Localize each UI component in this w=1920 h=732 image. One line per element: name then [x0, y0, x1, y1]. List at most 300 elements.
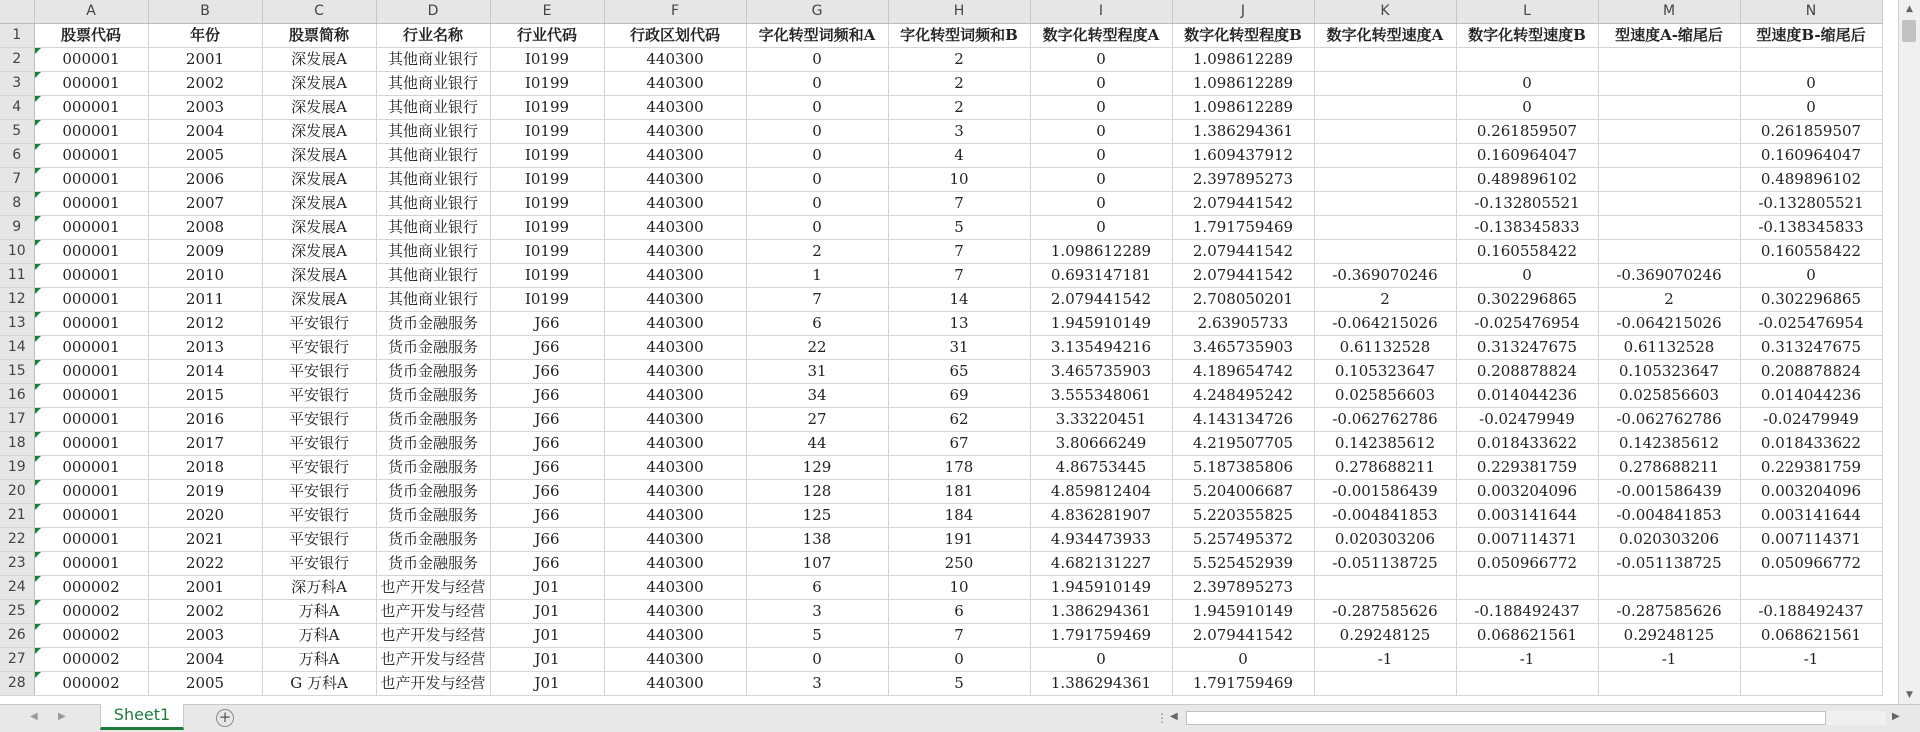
data-cell[interactable]: -1 — [1598, 648, 1740, 672]
data-cell[interactable] — [1314, 144, 1456, 168]
data-cell[interactable]: 深发展A — [262, 168, 376, 192]
row-number[interactable]: 20 — [0, 480, 34, 504]
data-cell[interactable]: 2.079441542 — [1172, 264, 1314, 288]
data-cell[interactable]: 平安银行 — [262, 456, 376, 480]
data-cell[interactable]: 0 — [1030, 72, 1172, 96]
data-cell[interactable]: 000001 — [34, 240, 148, 264]
data-cell[interactable]: 5.204006687 — [1172, 480, 1314, 504]
data-cell[interactable]: 000001 — [34, 456, 148, 480]
data-cell[interactable]: 1.386294361 — [1030, 672, 1172, 696]
data-cell[interactable]: 3.555348061 — [1030, 384, 1172, 408]
data-cell[interactable]: 0.025856603 — [1314, 384, 1456, 408]
column-title-cell[interactable]: 股票简称 — [262, 24, 376, 48]
column-header[interactable]: J — [1172, 0, 1314, 24]
row-number[interactable]: 25 — [0, 600, 34, 624]
scroll-down-arrow-icon[interactable]: ▼ — [1906, 690, 1913, 700]
tab-splitter-handle[interactable]: ⋮ — [1156, 711, 1168, 725]
data-cell[interactable]: 3.465735903 — [1030, 360, 1172, 384]
data-cell[interactable] — [1314, 240, 1456, 264]
row-number[interactable]: 3 — [0, 72, 34, 96]
data-cell[interactable]: 0.302296865 — [1740, 288, 1882, 312]
data-cell[interactable]: 67 — [888, 432, 1030, 456]
column-header[interactable]: D — [376, 0, 490, 24]
data-cell[interactable]: 2011 — [148, 288, 262, 312]
column-title-cell[interactable]: 数字化转型程度B — [1172, 24, 1314, 48]
data-cell[interactable]: 4.248495242 — [1172, 384, 1314, 408]
data-cell[interactable]: 也产开发与经营 — [376, 672, 490, 696]
column-header[interactable]: B — [148, 0, 262, 24]
data-cell[interactable]: 0 — [746, 72, 888, 96]
data-cell[interactable]: -0.025476954 — [1456, 312, 1598, 336]
data-cell[interactable]: I0199 — [490, 72, 604, 96]
data-cell[interactable]: 深发展A — [262, 216, 376, 240]
data-cell[interactable]: -0.001586439 — [1598, 480, 1740, 504]
data-cell[interactable]: 0.261859507 — [1740, 120, 1882, 144]
data-cell[interactable]: G 万科A — [262, 672, 376, 696]
data-cell[interactable]: 2019 — [148, 480, 262, 504]
data-cell[interactable]: 0.142385612 — [1598, 432, 1740, 456]
prev-sheet-arrow-icon[interactable]: ◀ — [30, 711, 38, 722]
data-cell[interactable]: 6 — [888, 600, 1030, 624]
data-cell[interactable] — [1314, 48, 1456, 72]
data-cell[interactable]: 0.007114371 — [1456, 528, 1598, 552]
data-cell[interactable]: 000001 — [34, 264, 148, 288]
data-cell[interactable]: 0.050966772 — [1456, 552, 1598, 576]
data-cell[interactable]: 也产开发与经营 — [376, 624, 490, 648]
data-cell[interactable]: 178 — [888, 456, 1030, 480]
data-cell[interactable]: 1.098612289 — [1172, 48, 1314, 72]
data-cell[interactable]: 440300 — [604, 240, 746, 264]
data-cell[interactable]: J01 — [490, 600, 604, 624]
data-cell[interactable]: J01 — [490, 672, 604, 696]
row-number[interactable]: 12 — [0, 288, 34, 312]
data-cell[interactable]: 其他商业银行 — [376, 120, 490, 144]
data-cell[interactable]: 0.160964047 — [1456, 144, 1598, 168]
data-cell[interactable]: J66 — [490, 408, 604, 432]
add-sheet-plus-icon[interactable]: + — [216, 709, 234, 727]
data-cell[interactable]: J66 — [490, 552, 604, 576]
data-cell[interactable]: 440300 — [604, 624, 746, 648]
data-cell[interactable]: 7 — [888, 192, 1030, 216]
data-cell[interactable]: 货币金融服务 — [376, 312, 490, 336]
column-title-cell[interactable]: 年份 — [148, 24, 262, 48]
data-cell[interactable]: 0.068621561 — [1740, 624, 1882, 648]
data-cell[interactable] — [1598, 48, 1740, 72]
data-cell[interactable]: 0.025856603 — [1598, 384, 1740, 408]
scroll-left-arrow-icon[interactable]: ◀ — [1170, 711, 1178, 722]
data-cell[interactable]: -1 — [1314, 648, 1456, 672]
data-cell[interactable]: 货币金融服务 — [376, 360, 490, 384]
data-cell[interactable]: 440300 — [604, 360, 746, 384]
data-cell[interactable]: 65 — [888, 360, 1030, 384]
data-cell[interactable]: 货币金融服务 — [376, 384, 490, 408]
data-cell[interactable]: 其他商业银行 — [376, 144, 490, 168]
data-cell[interactable]: 0 — [1456, 72, 1598, 96]
data-cell[interactable]: 平安银行 — [262, 480, 376, 504]
data-cell[interactable]: 000002 — [34, 576, 148, 600]
data-cell[interactable]: -0.188492437 — [1740, 600, 1882, 624]
data-cell[interactable]: 440300 — [604, 192, 746, 216]
data-cell[interactable]: 000001 — [34, 168, 148, 192]
data-cell[interactable]: 2021 — [148, 528, 262, 552]
data-cell[interactable]: 7 — [888, 264, 1030, 288]
data-cell[interactable]: I0199 — [490, 264, 604, 288]
data-cell[interactable] — [1314, 120, 1456, 144]
data-cell[interactable]: 深发展A — [262, 192, 376, 216]
data-cell[interactable] — [1598, 144, 1740, 168]
data-cell[interactable]: 1.098612289 — [1030, 240, 1172, 264]
data-cell[interactable] — [1598, 192, 1740, 216]
data-cell[interactable]: 440300 — [604, 72, 746, 96]
scroll-up-arrow-icon[interactable]: ▲ — [1906, 4, 1913, 14]
data-cell[interactable]: 0.302296865 — [1456, 288, 1598, 312]
row-number[interactable]: 1 — [0, 24, 34, 48]
data-cell[interactable]: 1.791759469 — [1030, 624, 1172, 648]
data-cell[interactable]: 0.160558422 — [1456, 240, 1598, 264]
data-cell[interactable]: 0 — [1172, 648, 1314, 672]
data-cell[interactable]: 440300 — [604, 264, 746, 288]
data-cell[interactable]: 000001 — [34, 72, 148, 96]
data-cell[interactable]: 34 — [746, 384, 888, 408]
data-cell[interactable]: 000001 — [34, 288, 148, 312]
data-cell[interactable]: J66 — [490, 336, 604, 360]
data-cell[interactable]: 4.934473933 — [1030, 528, 1172, 552]
data-cell[interactable]: 平安银行 — [262, 312, 376, 336]
data-cell[interactable]: 1 — [746, 264, 888, 288]
data-cell[interactable]: 7 — [746, 288, 888, 312]
data-cell[interactable]: 440300 — [604, 216, 746, 240]
data-cell[interactable]: 000001 — [34, 48, 148, 72]
data-cell[interactable]: 62 — [888, 408, 1030, 432]
data-cell[interactable]: 万科A — [262, 648, 376, 672]
data-cell[interactable]: 0.020303206 — [1598, 528, 1740, 552]
data-cell[interactable]: J01 — [490, 648, 604, 672]
data-cell[interactable]: 440300 — [604, 528, 746, 552]
data-cell[interactable]: 181 — [888, 480, 1030, 504]
data-cell[interactable]: 2.397895273 — [1172, 576, 1314, 600]
data-cell[interactable]: 2 — [888, 72, 1030, 96]
data-cell[interactable]: 货币金融服务 — [376, 336, 490, 360]
data-cell[interactable]: 22 — [746, 336, 888, 360]
data-cell[interactable]: 2009 — [148, 240, 262, 264]
data-cell[interactable]: 0.489896102 — [1456, 168, 1598, 192]
column-header[interactable]: K — [1314, 0, 1456, 24]
data-cell[interactable]: 10 — [888, 576, 1030, 600]
data-cell[interactable]: 货币金融服务 — [376, 528, 490, 552]
data-cell[interactable]: 深发展A — [262, 288, 376, 312]
data-cell[interactable]: 000001 — [34, 432, 148, 456]
data-cell[interactable]: J66 — [490, 312, 604, 336]
data-cell[interactable]: -1 — [1456, 648, 1598, 672]
data-cell[interactable]: 深发展A — [262, 96, 376, 120]
data-cell[interactable]: 深发展A — [262, 48, 376, 72]
data-cell[interactable]: 4.836281907 — [1030, 504, 1172, 528]
data-cell[interactable] — [1598, 216, 1740, 240]
data-cell[interactable]: 0.003141644 — [1740, 504, 1882, 528]
data-cell[interactable]: 2022 — [148, 552, 262, 576]
column-title-cell[interactable]: 字化转型词频和A — [746, 24, 888, 48]
column-title-cell[interactable]: 行业名称 — [376, 24, 490, 48]
data-cell[interactable]: 000001 — [34, 360, 148, 384]
sheet-tab-sheet1[interactable]: Sheet1 — [100, 704, 184, 730]
row-number[interactable]: 15 — [0, 360, 34, 384]
data-cell[interactable]: I0199 — [490, 168, 604, 192]
data-cell[interactable]: 2 — [1314, 288, 1456, 312]
data-cell[interactable] — [1598, 120, 1740, 144]
data-cell[interactable]: 0.229381759 — [1456, 456, 1598, 480]
data-cell[interactable]: 2020 — [148, 504, 262, 528]
data-cell[interactable]: 000001 — [34, 216, 148, 240]
column-header[interactable]: N — [1740, 0, 1882, 24]
data-cell[interactable]: 2005 — [148, 672, 262, 696]
data-cell[interactable] — [1598, 72, 1740, 96]
data-cell[interactable]: 0.105323647 — [1314, 360, 1456, 384]
data-cell[interactable]: -0.02479949 — [1456, 408, 1598, 432]
data-cell[interactable]: 0 — [1030, 192, 1172, 216]
data-cell[interactable]: I0199 — [490, 120, 604, 144]
data-cell[interactable]: 440300 — [604, 480, 746, 504]
data-cell[interactable]: 000001 — [34, 144, 148, 168]
data-cell[interactable]: 000001 — [34, 528, 148, 552]
data-cell[interactable]: 440300 — [604, 168, 746, 192]
column-header[interactable]: L — [1456, 0, 1598, 24]
data-cell[interactable]: 129 — [746, 456, 888, 480]
data-cell[interactable]: 3 — [746, 672, 888, 696]
data-cell[interactable]: 0 — [1030, 648, 1172, 672]
data-cell[interactable]: 2.079441542 — [1172, 624, 1314, 648]
data-cell[interactable]: -0.369070246 — [1314, 264, 1456, 288]
data-cell[interactable]: 0 — [746, 168, 888, 192]
data-cell[interactable] — [1740, 672, 1882, 696]
data-cell[interactable] — [1314, 168, 1456, 192]
data-cell[interactable]: 000001 — [34, 408, 148, 432]
row-number[interactable]: 19 — [0, 456, 34, 480]
data-cell[interactable]: 0 — [746, 144, 888, 168]
data-cell[interactable]: 000001 — [34, 120, 148, 144]
data-cell[interactable]: 平安银行 — [262, 432, 376, 456]
data-cell[interactable]: 0.007114371 — [1740, 528, 1882, 552]
data-cell[interactable]: 0 — [1030, 144, 1172, 168]
data-cell[interactable]: 1.098612289 — [1172, 96, 1314, 120]
data-cell[interactable]: 货币金融服务 — [376, 456, 490, 480]
data-cell[interactable]: 其他商业银行 — [376, 48, 490, 72]
data-cell[interactable]: 深发展A — [262, 144, 376, 168]
data-cell[interactable]: 4.219507705 — [1172, 432, 1314, 456]
data-cell[interactable] — [1598, 96, 1740, 120]
data-cell[interactable]: 其他商业银行 — [376, 168, 490, 192]
data-cell[interactable]: 3.135494216 — [1030, 336, 1172, 360]
data-cell[interactable]: 1.945910149 — [1030, 312, 1172, 336]
select-all-corner[interactable] — [0, 0, 34, 24]
row-number[interactable]: 23 — [0, 552, 34, 576]
data-cell[interactable] — [1598, 240, 1740, 264]
data-cell[interactable]: 000002 — [34, 624, 148, 648]
data-cell[interactable]: 其他商业银行 — [376, 216, 490, 240]
data-cell[interactable]: 0 — [746, 216, 888, 240]
data-cell[interactable]: -0.051138725 — [1598, 552, 1740, 576]
data-cell[interactable]: I0199 — [490, 96, 604, 120]
data-cell[interactable]: 0 — [1456, 264, 1598, 288]
data-cell[interactable] — [1314, 576, 1456, 600]
data-cell[interactable] — [1598, 672, 1740, 696]
next-sheet-arrow-icon[interactable]: ▶ — [58, 711, 66, 722]
column-header[interactable]: F — [604, 0, 746, 24]
data-cell[interactable]: 0.050966772 — [1740, 552, 1882, 576]
data-cell[interactable]: 0 — [1456, 96, 1598, 120]
data-cell[interactable]: 0 — [746, 96, 888, 120]
data-cell[interactable]: 其他商业银行 — [376, 288, 490, 312]
data-cell[interactable]: 2017 — [148, 432, 262, 456]
data-cell[interactable]: 5.187385806 — [1172, 456, 1314, 480]
data-cell[interactable]: 2007 — [148, 192, 262, 216]
data-cell[interactable]: 440300 — [604, 648, 746, 672]
data-cell[interactable]: 0.160558422 — [1740, 240, 1882, 264]
data-cell[interactable]: 2001 — [148, 576, 262, 600]
data-cell[interactable]: 平安银行 — [262, 504, 376, 528]
data-cell[interactable]: 440300 — [604, 144, 746, 168]
data-cell[interactable]: 27 — [746, 408, 888, 432]
data-cell[interactable]: 4.86753445 — [1030, 456, 1172, 480]
data-cell[interactable]: 深发展A — [262, 240, 376, 264]
data-cell[interactable]: 4.682131227 — [1030, 552, 1172, 576]
vertical-scroll-thumb[interactable] — [1902, 20, 1916, 42]
data-cell[interactable]: 平安银行 — [262, 336, 376, 360]
data-cell[interactable]: 10 — [888, 168, 1030, 192]
data-cell[interactable]: 2003 — [148, 96, 262, 120]
data-cell[interactable]: 0.014044236 — [1456, 384, 1598, 408]
data-cell[interactable]: 2002 — [148, 72, 262, 96]
data-cell[interactable]: 2.079441542 — [1172, 240, 1314, 264]
data-cell[interactable]: 440300 — [604, 432, 746, 456]
data-cell[interactable]: J01 — [490, 624, 604, 648]
data-cell[interactable]: J66 — [490, 504, 604, 528]
row-number[interactable]: 16 — [0, 384, 34, 408]
data-cell[interactable]: 2001 — [148, 48, 262, 72]
data-cell[interactable]: 2013 — [148, 336, 262, 360]
data-cell[interactable]: 000001 — [34, 552, 148, 576]
data-cell[interactable]: -0.132805521 — [1740, 192, 1882, 216]
data-cell[interactable]: 0.313247675 — [1456, 336, 1598, 360]
data-cell[interactable]: 5 — [888, 216, 1030, 240]
row-number[interactable]: 21 — [0, 504, 34, 528]
data-cell[interactable]: 深发展A — [262, 120, 376, 144]
data-cell[interactable]: 440300 — [604, 672, 746, 696]
data-cell[interactable]: 000001 — [34, 504, 148, 528]
data-cell[interactable]: 6 — [746, 312, 888, 336]
data-cell[interactable]: 平安银行 — [262, 552, 376, 576]
data-cell[interactable]: 1.098612289 — [1172, 72, 1314, 96]
data-cell[interactable]: 6 — [746, 576, 888, 600]
data-cell[interactable]: 平安银行 — [262, 360, 376, 384]
data-cell[interactable]: 0 — [1030, 168, 1172, 192]
data-cell[interactable]: 0.003204096 — [1740, 480, 1882, 504]
data-cell[interactable]: 440300 — [604, 288, 746, 312]
data-cell[interactable]: 1.791759469 — [1172, 672, 1314, 696]
row-number[interactable]: 4 — [0, 96, 34, 120]
data-cell[interactable]: 1.791759469 — [1172, 216, 1314, 240]
data-cell[interactable]: 3.465735903 — [1172, 336, 1314, 360]
data-cell[interactable]: 44 — [746, 432, 888, 456]
data-cell[interactable]: 0.003141644 — [1456, 504, 1598, 528]
data-cell[interactable]: -0.287585626 — [1314, 600, 1456, 624]
data-cell[interactable]: 440300 — [604, 48, 746, 72]
data-cell[interactable]: 0.61132528 — [1314, 336, 1456, 360]
data-cell[interactable]: -0.132805521 — [1456, 192, 1598, 216]
data-cell[interactable]: 5 — [746, 624, 888, 648]
data-cell[interactable]: 7 — [888, 624, 1030, 648]
data-cell[interactable]: 1.609437912 — [1172, 144, 1314, 168]
data-cell[interactable] — [1314, 672, 1456, 696]
data-cell[interactable]: J01 — [490, 576, 604, 600]
data-cell[interactable]: -0.138345833 — [1740, 216, 1882, 240]
data-cell[interactable]: 0.014044236 — [1740, 384, 1882, 408]
data-cell[interactable]: 0 — [746, 192, 888, 216]
data-cell[interactable]: 0.018433622 — [1740, 432, 1882, 456]
data-cell[interactable]: 13 — [888, 312, 1030, 336]
data-cell[interactable]: -0.062762786 — [1314, 408, 1456, 432]
data-cell[interactable]: 0.489896102 — [1740, 168, 1882, 192]
column-header[interactable]: E — [490, 0, 604, 24]
data-cell[interactable]: 184 — [888, 504, 1030, 528]
data-cell[interactable]: 平安银行 — [262, 384, 376, 408]
data-cell[interactable]: 0 — [888, 648, 1030, 672]
data-cell[interactable]: -0.064215026 — [1314, 312, 1456, 336]
data-cell[interactable]: 440300 — [604, 576, 746, 600]
data-cell[interactable]: I0199 — [490, 216, 604, 240]
data-cell[interactable]: 000002 — [34, 600, 148, 624]
horizontal-scrollbar[interactable] — [1168, 709, 1908, 727]
row-number[interactable]: 10 — [0, 240, 34, 264]
data-cell[interactable]: 2004 — [148, 648, 262, 672]
data-cell[interactable]: 2.079441542 — [1172, 192, 1314, 216]
data-cell[interactable]: 2008 — [148, 216, 262, 240]
data-cell[interactable]: 7 — [888, 240, 1030, 264]
data-cell[interactable]: 也产开发与经营 — [376, 648, 490, 672]
column-header[interactable]: G — [746, 0, 888, 24]
data-cell[interactable]: J66 — [490, 456, 604, 480]
data-cell[interactable]: -0.062762786 — [1598, 408, 1740, 432]
data-cell[interactable]: -0.001586439 — [1314, 480, 1456, 504]
column-header[interactable]: C — [262, 0, 376, 24]
row-number[interactable]: 18 — [0, 432, 34, 456]
data-cell[interactable]: 000001 — [34, 312, 148, 336]
data-cell[interactable] — [1740, 576, 1882, 600]
data-cell[interactable] — [1314, 72, 1456, 96]
row-number[interactable]: 22 — [0, 528, 34, 552]
row-number[interactable]: 26 — [0, 624, 34, 648]
data-cell[interactable]: 250 — [888, 552, 1030, 576]
data-cell[interactable]: 0.208878824 — [1740, 360, 1882, 384]
data-cell[interactable]: 0.160964047 — [1740, 144, 1882, 168]
data-cell[interactable]: 0 — [1030, 120, 1172, 144]
data-cell[interactable]: 深发展A — [262, 72, 376, 96]
data-cell[interactable]: I0199 — [490, 48, 604, 72]
data-cell[interactable]: 货币金融服务 — [376, 432, 490, 456]
data-cell[interactable]: 2005 — [148, 144, 262, 168]
data-cell[interactable]: 货币金融服务 — [376, 480, 490, 504]
row-number[interactable]: 9 — [0, 216, 34, 240]
data-cell[interactable]: 也产开发与经营 — [376, 576, 490, 600]
data-cell[interactable]: 0 — [1740, 96, 1882, 120]
row-number[interactable]: 6 — [0, 144, 34, 168]
data-cell[interactable] — [1456, 48, 1598, 72]
data-cell[interactable]: -0.287585626 — [1598, 600, 1740, 624]
data-cell[interactable]: 其他商业银行 — [376, 72, 490, 96]
data-cell[interactable]: -1 — [1740, 648, 1882, 672]
data-cell[interactable]: 3 — [746, 600, 888, 624]
data-cell[interactable]: 440300 — [604, 96, 746, 120]
data-cell[interactable]: J66 — [490, 360, 604, 384]
